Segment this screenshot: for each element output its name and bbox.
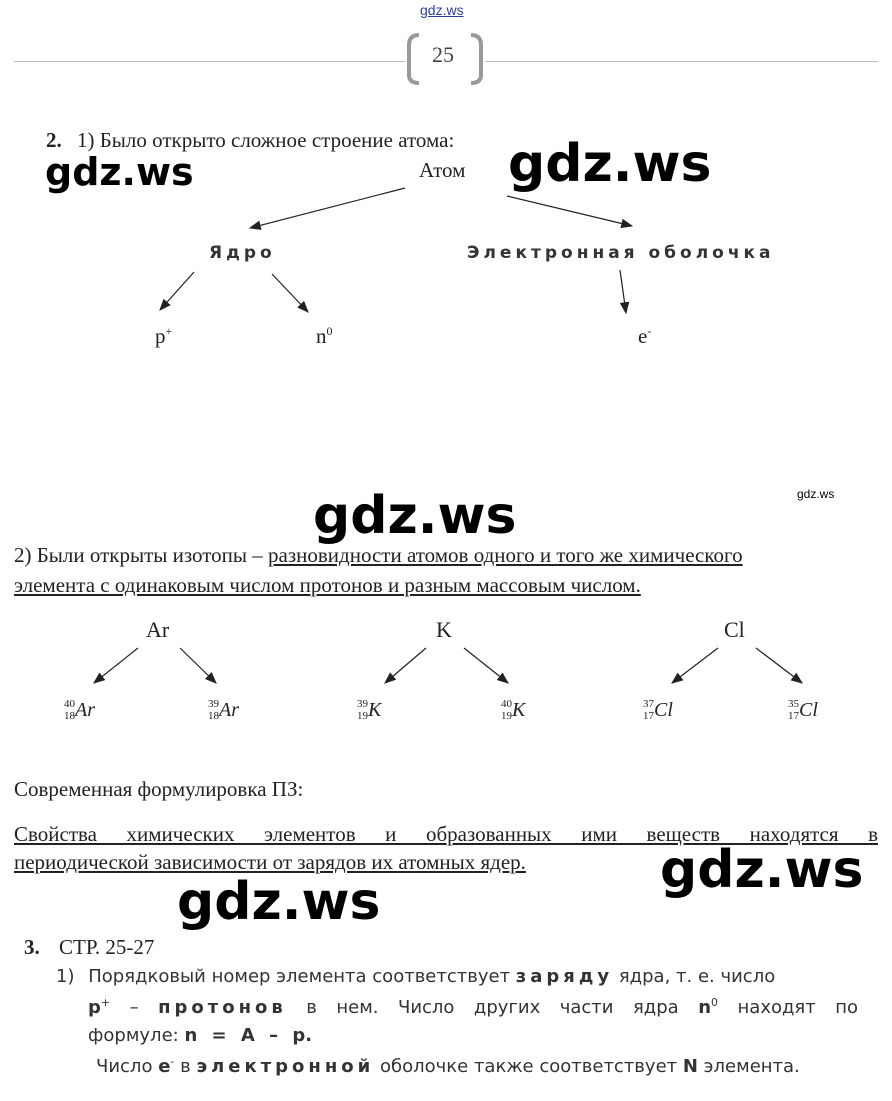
isotope-root-k: K: [436, 617, 452, 642]
task3-l1-c: ядра, т. е. число: [613, 966, 776, 987]
task3-l4-d: электронной: [196, 1056, 375, 1077]
isotope-root-cl: Cl: [724, 617, 745, 642]
task3-l4-g: элемента.: [697, 1056, 800, 1077]
isotope-z: 19: [357, 710, 368, 722]
isotope-root-ar: Ar: [146, 617, 170, 642]
neutron-symbol: n: [316, 324, 327, 348]
modern-line1: Свойства химических элементов и образованных ими веществ находятся в: [14, 822, 878, 846]
isotope-ar-39: [208, 698, 239, 722]
isotope-z: 18: [64, 710, 75, 722]
isotope-z: 18: [208, 710, 219, 722]
modern-line2: периодической зависимости от зарядов их атомных ядер.: [14, 850, 526, 874]
watermark-5: gdz.ws: [177, 872, 381, 932]
isotope-z: 17: [643, 710, 654, 722]
isotope-mass: 35: [788, 698, 799, 710]
watermark-small: gdz.ws: [797, 487, 835, 501]
task3-item-num: 1): [56, 966, 75, 987]
electron-symbol: e: [638, 324, 648, 348]
task3-l4-b-sup: -: [170, 1055, 175, 1068]
isotope-mass: 40: [64, 698, 75, 710]
watermark-2: gdz.ws: [508, 134, 712, 194]
page-number: 25: [432, 42, 454, 67]
electron-charge: -: [647, 324, 652, 338]
watermark-3: gdz.ws: [313, 486, 517, 546]
task3-heading: [24, 935, 154, 960]
tree-node-electron-shell: Электронная оболочка: [467, 243, 775, 263]
task3-l4-c: в: [174, 1056, 197, 1077]
watermark-1: gdz.ws: [45, 150, 194, 194]
isotope-symbol: K: [512, 698, 526, 721]
proton-charge: +: [165, 324, 173, 338]
isotope-symbol: Ar: [219, 698, 239, 721]
isotope-k-39: [357, 698, 381, 722]
task3-l2-d: в нем. Число других части ядра: [286, 997, 699, 1018]
isotope-cl-37: [643, 698, 673, 722]
isotope-z: 17: [788, 710, 799, 722]
isotopes-definition-2: элемента с одинаковым числом протонов и разным массовым числом.: [14, 573, 641, 597]
task3-line4: [96, 1055, 800, 1077]
modern-title: Современная формулировка ПЗ:: [14, 777, 304, 801]
task3-number: 3.: [24, 935, 40, 959]
arrow-shell-electron: [620, 270, 626, 313]
task3-l2-f: находят по: [718, 997, 859, 1018]
arrow-ar-39: [180, 648, 216, 683]
task3-line2: [88, 996, 858, 1018]
task3-l1-a: Порядковый номер элемента соответствует: [88, 966, 516, 987]
task3-l2-e-sup: 0: [711, 996, 719, 1009]
top-watermark: gdz.ws: [420, 2, 464, 18]
task3-l2-a: p: [88, 997, 101, 1018]
task3-l1-b: заряду: [515, 966, 614, 987]
isotope-symbol: K: [368, 698, 382, 721]
arrow-atom-nucleus: [250, 188, 405, 228]
arrow-k-39: [385, 648, 426, 683]
arrow-cl-37: [672, 648, 718, 683]
task3-l2-e: n: [698, 997, 712, 1018]
task3-l4-a: Число: [96, 1056, 159, 1077]
task3-l3-a: формуле:: [88, 1025, 185, 1046]
isotopes-lead: 2) Были открыты изотопы –: [14, 543, 269, 567]
task3-l2-c: протонов: [158, 997, 287, 1018]
isotope-symbol: Ar: [75, 698, 95, 721]
task2-line1: 1) Было открыто сложное строение атома:: [77, 128, 455, 152]
isotope-ar-40: [64, 698, 95, 722]
task3-l4-e: оболочке также соответствует: [374, 1056, 683, 1077]
arrow-k-40: [464, 648, 508, 683]
isotope-z: 19: [501, 710, 512, 722]
arrow-nucleus-neutron: [272, 274, 308, 312]
task3-line3: [88, 1025, 312, 1046]
neutron-charge: 0: [326, 324, 333, 338]
arrow-ar-40: [94, 648, 138, 683]
task3-l2-a-sup: +: [100, 996, 111, 1009]
isotope-symbol: Cl: [799, 698, 818, 721]
proton-symbol: p: [155, 324, 166, 348]
task3-ref: СТР. 25-27: [59, 935, 155, 959]
arrow-atom-shell: [507, 196, 632, 226]
task3-l4-b: e: [158, 1056, 171, 1077]
task3-line1: [56, 966, 775, 987]
isotope-k-40: [501, 698, 525, 722]
isotope-cl-35: [788, 698, 818, 722]
isotope-mass: 40: [501, 698, 512, 710]
task3-l2-b: –: [110, 997, 159, 1018]
isotopes-definition-1: разновидности атомов одного и того же химического: [268, 543, 743, 567]
isotope-symbol: Cl: [654, 698, 673, 721]
isotope-mass: 39: [208, 698, 219, 710]
tree-root-atom: Атом: [419, 158, 466, 182]
task3-l4-f: N: [682, 1056, 698, 1077]
arrow-nucleus-proton: [160, 272, 194, 310]
isotope-mass: 39: [357, 698, 368, 710]
isotope-mass: 37: [643, 698, 654, 710]
watermark-4: gdz.ws: [660, 840, 864, 900]
tree-node-nucleus: Ядро: [209, 243, 276, 263]
isotopes-line1: [14, 543, 743, 568]
task2-number: 2.: [46, 128, 62, 152]
task3-l3-b: n = A – p.: [184, 1025, 313, 1046]
arrow-cl-35: [756, 648, 802, 683]
